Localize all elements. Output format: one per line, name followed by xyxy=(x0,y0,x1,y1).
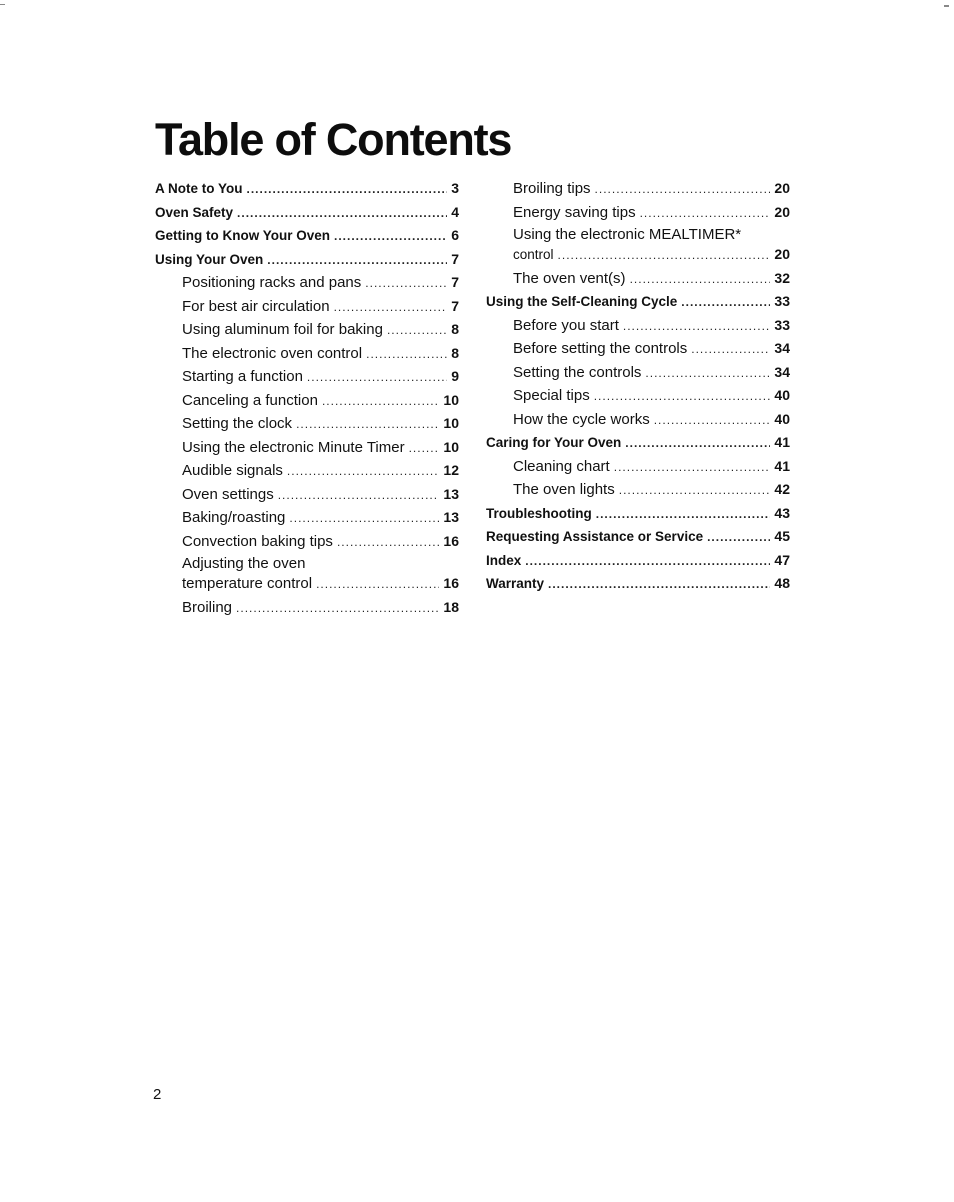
toc-entry-label: Setting the controls xyxy=(513,363,642,381)
toc-entry-page: 8 xyxy=(451,344,459,361)
toc-entry-label: Convection baking tips xyxy=(182,532,333,550)
toc-entry-page: 18 xyxy=(443,598,459,615)
dot-leader xyxy=(619,480,771,500)
toc-entry-page: 40 xyxy=(774,387,790,403)
toc-entry-page: 13 xyxy=(443,509,459,525)
toc-entry-label: Warranty xyxy=(486,576,545,591)
toc-entry-page: 8 xyxy=(451,321,459,337)
toc-entry-label: The oven lights xyxy=(513,481,615,498)
toc-entry-label: The electronic oven control xyxy=(182,344,363,362)
dot-leader xyxy=(548,574,770,594)
toc-entry-page: 7 xyxy=(451,250,459,267)
toc-entry-page: 16 xyxy=(443,575,459,591)
toc-entry-label: Using the Self-Cleaning Cycle xyxy=(486,294,678,309)
toc-entry-page: 20 xyxy=(774,246,790,262)
dot-leader xyxy=(322,391,439,411)
toc-entry xyxy=(486,456,790,480)
dot-leader xyxy=(334,226,447,246)
toc-entry-page: 41 xyxy=(774,434,790,450)
toc-entry xyxy=(155,597,459,621)
toc-entry-page: 3 xyxy=(451,180,459,196)
toc-entry xyxy=(155,460,459,484)
toc-entry xyxy=(486,432,790,456)
dot-leader xyxy=(595,179,771,199)
toc-entry-page: 43 xyxy=(774,504,790,521)
dot-leader xyxy=(366,344,447,364)
toc-entry xyxy=(486,479,790,503)
toc-entry xyxy=(155,531,459,555)
toc-entry-label: For best air circulation xyxy=(182,297,330,315)
page-title: Table of Contents xyxy=(155,114,512,165)
toc-entry-label: How the cycle works xyxy=(513,410,650,428)
toc-entry xyxy=(486,362,790,386)
dot-leader xyxy=(289,508,439,528)
toc-entry xyxy=(155,484,459,508)
toc-entry-page: 13 xyxy=(443,485,459,502)
dot-leader xyxy=(614,457,771,477)
toc-entry xyxy=(486,503,790,527)
toc-entry-label: Positioning racks and pans xyxy=(182,274,362,291)
toc-entry xyxy=(486,550,790,574)
toc-entry-label: The oven vent(s) xyxy=(513,269,626,287)
dot-leader xyxy=(645,363,770,383)
dot-leader xyxy=(365,273,447,293)
toc-entry-page: 41 xyxy=(774,457,790,474)
dot-leader xyxy=(623,316,771,336)
dot-leader xyxy=(691,339,770,359)
toc-entry-page: 7 xyxy=(451,274,459,290)
toc-entry-page: 47 xyxy=(774,551,790,568)
toc-entry-label: Audible signals xyxy=(182,462,283,479)
toc-entry xyxy=(486,178,790,202)
toc-entry xyxy=(486,409,790,433)
toc-entry-page: 20 xyxy=(774,180,790,196)
toc-entry-page: 12 xyxy=(443,462,459,478)
toc-entry xyxy=(155,554,459,597)
toc-entry-page: 10 xyxy=(443,415,459,431)
toc-entry-page: 33 xyxy=(774,293,790,309)
toc-entry xyxy=(155,272,459,296)
toc-entry-label: Cleaning chart xyxy=(513,457,610,475)
toc-entry xyxy=(155,225,459,249)
toc-entry-label: Getting to Know Your Oven xyxy=(155,228,330,243)
dot-leader xyxy=(267,250,447,270)
dot-leader xyxy=(681,292,770,312)
dot-leader xyxy=(337,532,439,552)
toc-entry-label: Using aluminum foil for baking xyxy=(182,321,383,338)
toc-entry-label: Adjusting the oven xyxy=(182,555,306,572)
toc-entry-label: Baking/roasting xyxy=(182,509,286,526)
toc-entry-label: Using Your Oven xyxy=(155,251,264,267)
dot-leader xyxy=(307,367,447,387)
toc-entry-label: Index xyxy=(486,552,522,568)
toc-entry xyxy=(155,507,459,531)
toc-entry-page: 7 xyxy=(451,297,459,314)
toc-entry-page: 42 xyxy=(774,481,790,497)
toc-entry-label-continued: control xyxy=(513,247,554,262)
toc-entry xyxy=(486,202,790,226)
toc-entry-page: 16 xyxy=(443,532,459,549)
dot-leader xyxy=(707,527,770,547)
dot-leader xyxy=(596,504,771,524)
dot-leader xyxy=(247,179,448,199)
toc-entry-label: Oven Safety xyxy=(155,204,234,220)
toc-entry-page: 40 xyxy=(774,410,790,427)
toc-entry xyxy=(155,296,459,320)
toc-entry xyxy=(155,319,459,343)
dot-leader xyxy=(287,461,440,481)
toc-entry xyxy=(155,249,459,273)
toc-entry-page: 6 xyxy=(451,227,459,243)
toc-entry-page: 10 xyxy=(443,438,459,455)
toc-entry xyxy=(155,390,459,414)
dot-leader xyxy=(334,297,448,317)
toc-entry-label: Caring for Your Oven xyxy=(486,435,622,450)
toc-entry xyxy=(155,202,459,226)
toc-entry-label: Broiling tips xyxy=(513,180,591,197)
toc-entry-label: Before setting the controls xyxy=(513,340,688,357)
toc-entry-label: Using the electronic Minute Timer xyxy=(182,438,405,456)
toc-entry-label-continued: temperature control xyxy=(182,575,313,592)
dot-leader xyxy=(640,203,771,223)
dot-leader xyxy=(237,203,447,223)
toc-entry-page: 20 xyxy=(774,203,790,220)
toc-entry-page: 4 xyxy=(451,203,459,220)
toc-right-column xyxy=(486,178,790,597)
toc-entry-label: Troubleshooting xyxy=(486,505,592,521)
toc-entry xyxy=(486,526,790,550)
toc-entry-page: 34 xyxy=(774,340,790,356)
toc-entry-page: 32 xyxy=(774,269,790,286)
toc-entry-label: Energy saving tips xyxy=(513,203,636,221)
dot-leader xyxy=(316,574,439,594)
toc-entry xyxy=(486,315,790,339)
toc-entry xyxy=(486,573,790,597)
dot-leader xyxy=(594,386,771,406)
toc-entry-page: 9 xyxy=(451,368,459,384)
dot-leader xyxy=(278,485,440,505)
toc-entry-page: 10 xyxy=(443,391,459,408)
dot-leader xyxy=(630,269,771,289)
toc-entry xyxy=(486,385,790,409)
toc-entry-label: Broiling xyxy=(182,598,233,616)
toc-entry-label: Oven settings xyxy=(182,485,274,503)
toc-entry-label: Canceling a function xyxy=(182,391,318,409)
toc-entry-label: Using the electronic MEALTIMER* xyxy=(513,226,742,243)
dot-leader xyxy=(558,245,771,265)
toc-entry-label: Requesting Assistance or Service xyxy=(486,529,704,544)
toc-entry-label: Special tips xyxy=(513,387,590,404)
scan-mark-top-left xyxy=(0,4,5,5)
dot-leader xyxy=(296,414,439,434)
dot-leader xyxy=(236,598,439,618)
toc-entry xyxy=(155,413,459,437)
toc-entry xyxy=(486,338,790,362)
toc-entry xyxy=(155,343,459,367)
toc-left-column xyxy=(155,178,459,620)
toc-entry xyxy=(486,291,790,315)
scan-mark-top-right xyxy=(944,5,949,7)
toc-entry-label: Starting a function xyxy=(182,368,303,385)
dot-leader xyxy=(654,410,771,430)
dot-leader xyxy=(409,438,440,458)
page-number: 2 xyxy=(153,1086,162,1103)
toc-entry-page: 45 xyxy=(774,528,790,544)
toc-entry xyxy=(486,225,790,268)
toc-entry-page: 48 xyxy=(774,575,790,591)
toc-entry-page: 34 xyxy=(774,363,790,380)
dot-leader xyxy=(625,433,770,453)
toc-entry xyxy=(486,268,790,292)
dot-leader xyxy=(525,551,770,571)
toc-entry xyxy=(155,366,459,390)
toc-entry-label: A Note to You xyxy=(155,181,243,196)
dot-leader xyxy=(387,320,447,340)
toc-entry-page: 33 xyxy=(774,316,790,333)
toc-entry xyxy=(155,178,459,202)
toc-entry xyxy=(155,437,459,461)
toc-entry-label: Setting the clock xyxy=(182,415,293,432)
toc-entry-label: Before you start xyxy=(513,316,619,334)
